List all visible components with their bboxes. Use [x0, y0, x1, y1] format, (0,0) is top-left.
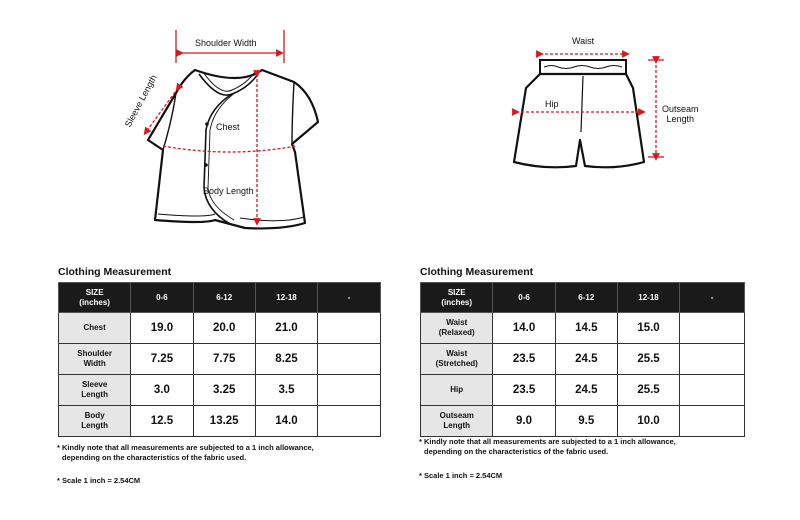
allowance-note-line1: * Kindly note that all measurements are subjected to a 1 inch allowance,	[419, 437, 676, 446]
allowance-note	[57, 443, 314, 463]
table-cell	[318, 375, 381, 406]
table-header-row	[59, 283, 381, 313]
shorts-body-outline	[514, 74, 644, 167]
row-label-line: Waist	[446, 318, 468, 327]
column-header: 6-12	[555, 283, 617, 313]
row-label-line: Waist	[446, 349, 468, 358]
row-label	[59, 406, 131, 437]
shorts-waistband	[540, 60, 626, 74]
table-row	[421, 344, 745, 375]
table-row	[59, 406, 381, 437]
column-header: 0-6	[131, 283, 193, 313]
table-cell: 25.5	[617, 344, 679, 375]
row-label	[421, 406, 493, 437]
size-header	[59, 283, 131, 313]
outseam-label-line1: Outseam	[662, 104, 699, 114]
table-cell: 9.0	[493, 406, 555, 437]
table-cell	[318, 313, 381, 344]
table-cell: 9.5	[555, 406, 617, 437]
shoulder-width-label: Shoulder Width	[195, 38, 257, 48]
row-label	[59, 344, 131, 375]
table-cell: 23.5	[493, 344, 555, 375]
row-label-line: Body	[84, 411, 105, 420]
table-cell: 24.5	[555, 375, 617, 406]
outseam-label-line2: Length	[666, 114, 695, 124]
allowance-note-line2: depending on the characteristics of the fabric used.	[62, 453, 247, 462]
chest-label: Chest	[216, 122, 240, 132]
table-cell: 8.25	[255, 344, 317, 375]
table-cell: 15.0	[617, 313, 679, 344]
table-row	[421, 406, 745, 437]
table-header-row	[421, 283, 745, 313]
size-header-line1: SIZE	[447, 287, 466, 297]
sleeve-length-label: Sleeve Length	[122, 73, 159, 129]
table-cell	[680, 344, 745, 375]
row-label	[421, 313, 493, 344]
table-cell	[680, 375, 745, 406]
size-header-line1: SIZE	[85, 287, 104, 297]
shorts-table-title: Clothing Measurement	[420, 266, 534, 278]
table-row	[59, 375, 381, 406]
table-cell: 14.0	[255, 406, 317, 437]
scale-note: * Scale 1 inch = 2.54CM	[57, 476, 141, 485]
shorts-drawing	[514, 60, 644, 167]
allowance-note-line2: depending on the characteristics of the fabric used.	[424, 447, 609, 456]
shorts-measurement-table	[420, 282, 745, 437]
row-label	[421, 344, 493, 375]
size-header-line2: (inches)	[441, 297, 473, 307]
column-header: 0-6	[493, 283, 555, 313]
column-header: -	[318, 283, 381, 313]
shirt-snap	[205, 122, 209, 126]
table-cell	[318, 344, 381, 375]
table-cell: 24.5	[555, 344, 617, 375]
column-header: -	[680, 283, 745, 313]
table-row	[421, 375, 745, 406]
table-row	[59, 344, 381, 375]
row-label-line: Length	[443, 421, 471, 430]
table-cell: 3.5	[255, 375, 317, 406]
row-label-line: Hip	[450, 385, 464, 394]
hip-label: Hip	[545, 99, 559, 109]
table-cell	[680, 313, 745, 344]
row-label-line: Length	[81, 421, 108, 430]
scale-note: * Scale 1 inch = 2.54CM	[419, 471, 503, 480]
row-label-line: Sleeve	[81, 380, 108, 389]
shirt-table-title: Clothing Measurement	[58, 266, 172, 278]
row-label-line: Length	[81, 390, 108, 399]
shirt-snap	[204, 163, 208, 167]
shirt-measurement-table	[58, 282, 381, 437]
table-cell: 7.25	[131, 344, 193, 375]
table-cell: 7.75	[193, 344, 255, 375]
table-cell: 25.5	[617, 375, 679, 406]
table-row	[421, 313, 745, 344]
table-cell	[680, 406, 745, 437]
row-label	[421, 375, 493, 406]
row-label-line: (Relaxed)	[438, 328, 475, 337]
table-cell: 20.0	[193, 313, 255, 344]
row-label	[59, 375, 131, 406]
table-cell: 14.0	[493, 313, 555, 344]
column-header: 12-18	[617, 283, 679, 313]
table-cell: 12.5	[131, 406, 193, 437]
outseam-length-label	[662, 104, 699, 124]
table-cell	[318, 406, 381, 437]
table-cell: 10.0	[617, 406, 679, 437]
table-cell: 14.5	[555, 313, 617, 344]
row-label-line: Width	[83, 359, 106, 368]
column-header: 12-18	[255, 283, 317, 313]
size-header	[421, 283, 493, 313]
table-cell: 3.0	[131, 375, 193, 406]
table-row	[59, 313, 381, 344]
table-cell: 13.25	[193, 406, 255, 437]
table-cell: 19.0	[131, 313, 193, 344]
allowance-note	[419, 437, 676, 457]
size-header-line2: (inches)	[79, 297, 110, 307]
table-cell: 21.0	[255, 313, 317, 344]
row-label-line: Outseam	[439, 411, 474, 420]
column-header: 6-12	[193, 283, 255, 313]
allowance-note-line1: * Kindly note that all measurements are subjected to a 1 inch allowance,	[57, 443, 314, 452]
table-cell: 3.25	[193, 375, 255, 406]
row-label-line: Shoulder	[77, 349, 112, 358]
row-label	[59, 313, 131, 344]
waist-label: Waist	[572, 36, 595, 46]
row-label-line: Chest	[83, 323, 106, 332]
row-label-line: (Stretched)	[435, 359, 478, 368]
table-cell: 23.5	[493, 375, 555, 406]
body-length-label: Body Length	[203, 186, 254, 196]
